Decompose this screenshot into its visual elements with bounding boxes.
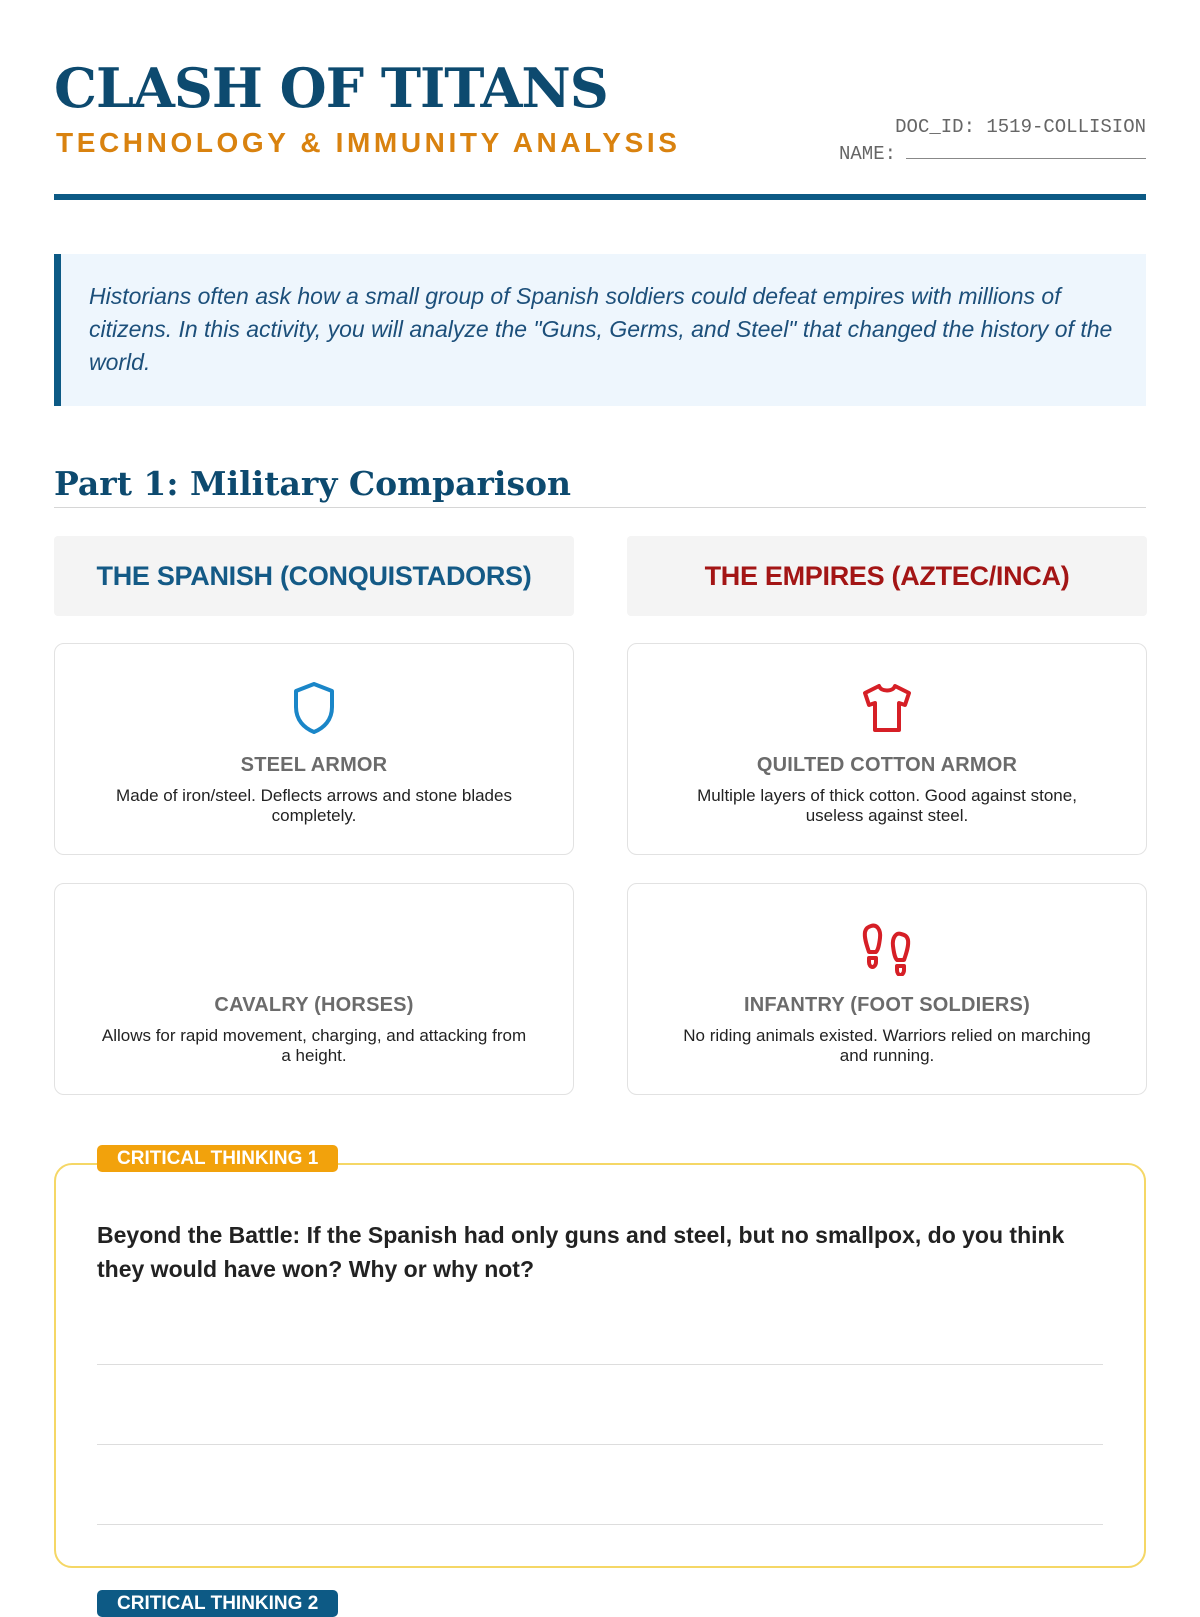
card-title: QUILTED COTTON ARMOR <box>756 754 1018 776</box>
column-heading-spanish: THE SPANISH (CONQUISTADORS) <box>54 536 574 616</box>
name-field[interactable] <box>906 140 1146 159</box>
intro-callout <box>54 254 1146 406</box>
page-subtitle: TECHNOLOGY & IMMUNITY ANALYSIS <box>56 127 681 158</box>
intro-text: Historians often ask how a small group of Spanish soldiers could defeat empires with millions of citizens. In this activity, you will analyze the "Guns, Germs, and Steel" that changed the history of the world. <box>89 283 1113 375</box>
card-quilted-cotton-armor <box>627 643 1147 855</box>
header <box>54 0 1146 200</box>
section-title-part1: Part 1: Military Comparison <box>54 464 572 503</box>
name-label: NAME: <box>838 143 896 165</box>
name-row <box>839 140 1146 167</box>
doc-id: DOC_ID: 1519-COLLISION <box>895 116 1146 138</box>
shirt-icon <box>628 680 1146 736</box>
card-infantry <box>627 883 1147 1095</box>
card-steel-armor <box>54 643 574 855</box>
card-title: STEEL ARMOR <box>240 754 388 776</box>
document-meta <box>839 114 1146 167</box>
card-cavalry <box>54 883 574 1095</box>
shield-icon <box>55 680 573 736</box>
worksheet-page <box>54 0 1146 1614</box>
card-title: INFANTRY (FOOT SOLDIERS) <box>744 994 1030 1016</box>
critical-thinking-badge-2: CRITICAL THINKING 2 <box>97 1590 338 1617</box>
card-description: Made of iron/steel. Deflects arrows and stone blades completely. <box>116 786 512 825</box>
card-description: Multiple layers of thick cotton. Good against stone, useless against steel. <box>697 786 1077 825</box>
card-title: CAVALRY (HORSES) <box>214 994 414 1016</box>
answer-line[interactable] <box>97 1444 1103 1445</box>
header-divider <box>54 194 1146 200</box>
card-description: No riding animals existed. Warriors relied on marching and running. <box>683 1026 1091 1065</box>
page-title: CLASH OF TITANS <box>54 56 608 120</box>
section-divider <box>54 507 1146 508</box>
answer-line[interactable] <box>97 1364 1103 1365</box>
answer-line[interactable] <box>97 1524 1103 1525</box>
column-heading-empires: THE EMPIRES (AZTEC/INCA) <box>627 536 1147 616</box>
critical-thinking-badge: CRITICAL THINKING 1 <box>97 1145 338 1172</box>
card-description: Allows for rapid movement, charging, and attacking from a height. <box>101 1026 527 1065</box>
critical-thinking-question: Beyond the Battle: If the Spanish had only guns and steel, but no smallpox, do you think they would have won? Why or why not? <box>97 1222 1065 1282</box>
footprints-icon <box>628 920 1146 976</box>
